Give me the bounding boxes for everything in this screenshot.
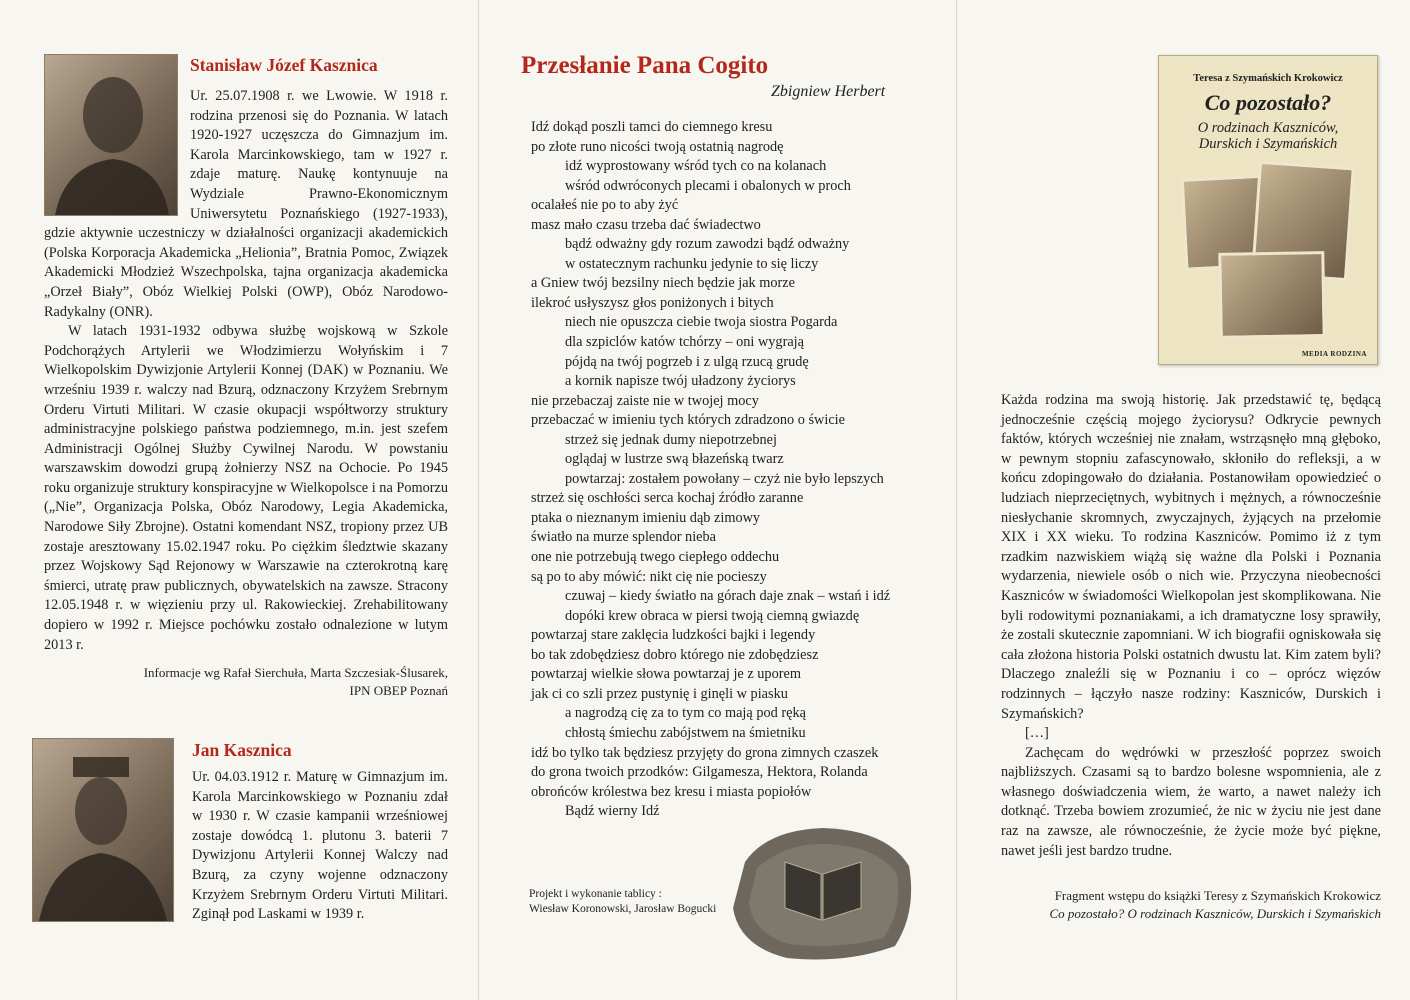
poem-line: po złote runo nicości twoją ostatnią nagrodę	[531, 138, 784, 155]
poem-line: światło na murze splendor nieba	[531, 529, 717, 546]
poem-line: one nie potrzebują twego ciepłego oddechu	[531, 549, 780, 566]
photo-wrap-spacer	[44, 87, 190, 217]
poem-line: w ostatecznym rachunku jedynie to się liczy	[565, 255, 819, 272]
poem-line: powtarzaj stare zaklęcia ludzkości bajki i legendy	[531, 627, 816, 644]
intro-paragraph-1: Każda rodzina ma swoją historię. Jak przedstawić tę, będącą jednocześnie częścią mojego życiorysu? Odkrycie pewnych faktów, których wcześniej nie znałam, wstrząsnęło mną głęboko, w pewnym stopniu zafascynowało, skłoniło do refleksji, a w końcu zdopingowało do działania. Postanowiłam opowiedzieć o ludziach nieprzeciętnych, wybitnych i mężnych, a równocześnie niesłychanie skromnych, zwyczajnych, żyjących na przełomie XIX i XX wieku. To rodzina Kaszniców. Pomimo iż z tym rzadkim nazwiskiem wiążą się ważne dla Polski i Poznania wydarzenia, niewiele osób o nich wie. Przyczyna nieobecności Kaszniców w świadomości Wielkopolan jest skomplikowana. Nie byli rodowitymi poznaniakami, a ich dramatyczne losy sprawiły, że zostali skutecznie zapomniani. W ich biografii ogniskowała się cała złożona historia Polski ostatnich dwustu lat. Kim zatem byli? Dlaczego znaleźli się w Poznaniu i co – oprócz więzów rodzinnych – łączyło nasze rodziny: Kaszniców, Durskich i Szymańskich?	[1001, 392, 1381, 722]
project-credit-line-2: Wiesław Koronowski, Jarosław Bogucki	[529, 903, 717, 915]
intro-ellipsis: […]	[1025, 725, 1049, 742]
poem-line: idź wyprostowany wśród tych co na kolanach	[565, 158, 827, 175]
poem-line: niech nie opuszcza ciebie twoja siostra Pogarda	[565, 314, 838, 331]
poem-line: przebaczać w imieniu tych których zdradzono o świcie	[531, 412, 846, 429]
book-subtitle-line-2: Durskich i Szymańskich	[1198, 136, 1338, 152]
poem-line: strzeż się jednak dumy niepotrzebnej	[565, 431, 777, 448]
person2-bio	[192, 768, 448, 925]
left-panel	[0, 0, 478, 1000]
person1-bio	[44, 87, 448, 655]
poem-line: Bądź wierny Idź	[565, 803, 660, 820]
poem-line: masz mało czasu trzeba dać świadectwo	[531, 216, 761, 233]
poem-line: powtarzaj wielkie słowa powtarzaj je z uporem	[531, 666, 801, 683]
book-subtitle	[1159, 120, 1377, 152]
person1-bio-paragraph-1: Ur. 25.07.1908 r. we Lwowie. W 1918 r. rodzina przenosi się do Poznania. W latach 1920-1927 uczęszcza do Gimnazjum im. Karola Marcinkowskiego, tam w 1927 r. zdaje maturę. Naukę kontynuuje na Wydziale Prawno-Ekonomicznym Uniwersytetu Poznańskiego (1927-1933), gdzie aktywnie uczestniczy w działalności organizacji akademickich (Polska Korporacja Akademicka „Helionia”, Bratnia Pomoc, Związek Akademicki Młodzież Wszechpolska, tajna organizacja akademicka „Orzeł Biały”, Obóz Wielkiej Polski (OWP), Obóz Narodowo-Radykalny (ONR).	[44, 88, 448, 320]
person1-bio-paragraph-2: W latach 1931-1932 odbywa służbę wojskową w Szkole Podchorążych Artylerii we Włodzimierzu Wołyńskim i 7 Wielkopolskim Dywizjonie Artylerii Konnej (DAK) w Poznaniu. We wrześniu 1939 r. walczy nad Bzurą, odznaczony Krzyżem Srebrnym Orderu Virtuti Militari. W czasie okupacji współtworzy struktury administracyjne polskiego państwa podziemnego, m.in. jest szefem Administracji Ogólnej Służby Cywilnej Narodu. W powstaniu warszawskim dowodzi grupą żołnierzy NSZ na Ochocie. Po 1945 roku organizuje struktury konspiracyjne w Wielkopolsce i na Pomorzu („Nie”, Organizacja Polska, Obóz Narodowy, Legia Akademicka, Narodowe Siły Zbrojne). Ostatni komendant NSZ, tropiony przez UB zostaje aresztowany 15.02.1947 roku. Po ciężkim śledztwie skazany przez Wojskowy Sąd Rejonowy w Warszawie na czterokrotną karę śmierci, utratę praw publicznych, obywatelskich na zawsze. Stracony 12.05.1948 r. w więzieniu przy ul. Rakowieckiej. Zrehabilitowany dopiero w 1992 r. Miejsce pochówku zostało odnalezione w lutym 2013 r.	[44, 323, 448, 653]
poem-line: obrońców królestwa bez kresu i miasta popiołów	[531, 783, 812, 800]
poem-line: nie przebaczaj zaiste nie w twojej mocy	[531, 392, 759, 409]
poem-line: ocalałeś nie po to aby żyć	[531, 197, 679, 214]
book-title: Co pozostało?	[1204, 90, 1332, 115]
person2-name-heading: Jan Kasznica	[192, 740, 292, 760]
poem-line: są po to aby mówić: nikt cię nie pocieszy	[531, 568, 767, 585]
fragment-credit-line-2: Co pozostało? O rodzinach Kaszniców, Durskich i Szymańskich	[1049, 906, 1381, 921]
right-panel	[956, 0, 1410, 1000]
poem-line: do grona twoich przodków: Gilgamesza, Hektora, Rolanda	[531, 764, 868, 781]
book-author: Teresa z Szymańskich Krokowicz	[1193, 73, 1343, 84]
portrait-silhouette-icon	[33, 739, 173, 921]
poem-line: dopóki krew obraca w piersi twoją ciemną gwiazdę	[565, 607, 860, 624]
poem-line: Idź dokąd poszli tamci do ciemnego kresu	[531, 119, 773, 135]
poem-line: oglądaj w lustrze swą błazeńską twarz	[565, 451, 784, 468]
poem-line: a nagrodzą cię za to tym co mają pod ręką	[565, 705, 806, 722]
memorial-plaque-icon	[727, 822, 917, 962]
poem-line: idź bo tylko tak będziesz przyjęty do grona zimnych czaszek	[531, 744, 879, 761]
memorial-stone-plaque	[727, 822, 917, 962]
person2-bio-paragraph: Ur. 04.03.1912 r. Maturę w Gimnazjum im. Karola Marcinkowskiego w Poznaniu zdał w 1930 r. W czasie kampanii wrześniowej zostaje dowódcą 1. plutonu 3. baterii 7 Dywizjonu Artylerii Konnej Walczy nad Bzurą, za czyny wojenne odznaczony Krzyżem Srebrnym Orderu Virtuti Militari. Zginął pod Laskami w 1939 r.	[192, 769, 448, 923]
book-family-photo-3	[1218, 251, 1325, 339]
poem-line: bo tak zdobędziesz dobro którego nie zdobędziesz	[531, 646, 819, 663]
person1-name-heading: Stanisław Józef Kasznica	[190, 55, 378, 75]
book-publisher: MEDIA RODZINA	[1301, 350, 1367, 358]
poem-line: jak ci co szli przez pustynię i ginęli w piasku	[531, 685, 788, 702]
poem-line: strzeż się oschłości serca kochaj źródło zaranne	[531, 490, 804, 507]
book-cover	[1158, 55, 1378, 365]
poem-line: dla szpiclów katów tchórzy – oni wygrają	[565, 334, 805, 351]
poem-line: powtarzaj: zostałem powołany – czyż nie było lepszych	[565, 470, 884, 487]
poem-title: Przesłanie Pana Cogito	[521, 52, 769, 79]
poem-line: wśród odwróconych plecami i obalonych w proch	[565, 177, 851, 194]
book-intro	[1001, 391, 1381, 861]
project-credit	[529, 887, 716, 917]
intro-paragraph-2: Zachęcam do wędrówki w przeszłość poprzez swoich najbliższych. Czasami są to bardzo bolesne wspomnienia, ale z własnego doświadczenia wiem, że warto, a nawet należy ich dotknąć. Trzeba bowiem zrozumieć, że nic w życiu nie jest dane raz na zawsze, ale równocześnie, że życie może być piękne, nawet jeśli jest bardzo trudne.	[1001, 744, 1381, 859]
poem-line: pójdą na twój pogrzeb i z ulgą rzucą grudę	[565, 353, 809, 370]
project-credit-line-1: Projekt i wykonanie tablicy :	[529, 888, 662, 900]
poem-author: Zbigniew Herbert	[771, 83, 886, 100]
poem-line: czuwaj – kiedy światło na górach daje znak – wstań i idź	[565, 588, 891, 605]
fragment-credit	[997, 887, 1381, 923]
poem-line: a Gniew twój bezsilny niech będzie jak morze	[531, 275, 795, 292]
person1-credit	[60, 664, 448, 700]
poem-line: ilekroć usłyszysz głos poniżonych i bitych	[531, 294, 774, 311]
poem-line: chłostą śmiechu zabójstwem na śmietniku	[565, 724, 806, 741]
person1-credit-line-2: IPN OBEP Poznań	[349, 683, 448, 698]
poem-line: bądź odważny gdy rozum zawodzi bądź odważny	[565, 236, 850, 253]
middle-panel	[478, 0, 957, 1000]
poem-text	[531, 118, 941, 822]
portrait-jan-photo	[32, 738, 174, 922]
book-subtitle-line-1: O rodzinach Kaszniców,	[1197, 120, 1339, 136]
person1-credit-line-1: Informacje wg Rafał Sierchuła, Marta Szczesiak-Ślusarek,	[143, 665, 448, 680]
poem-line: a kornik napisze twój uładzony życiorys	[565, 373, 796, 390]
poem-line: ptaka o nieznanym imieniu dąb zimowy	[531, 509, 761, 526]
fragment-credit-line-1: Fragment wstępu do książki Teresy z Szymańskich Krokowicz	[1054, 888, 1381, 903]
